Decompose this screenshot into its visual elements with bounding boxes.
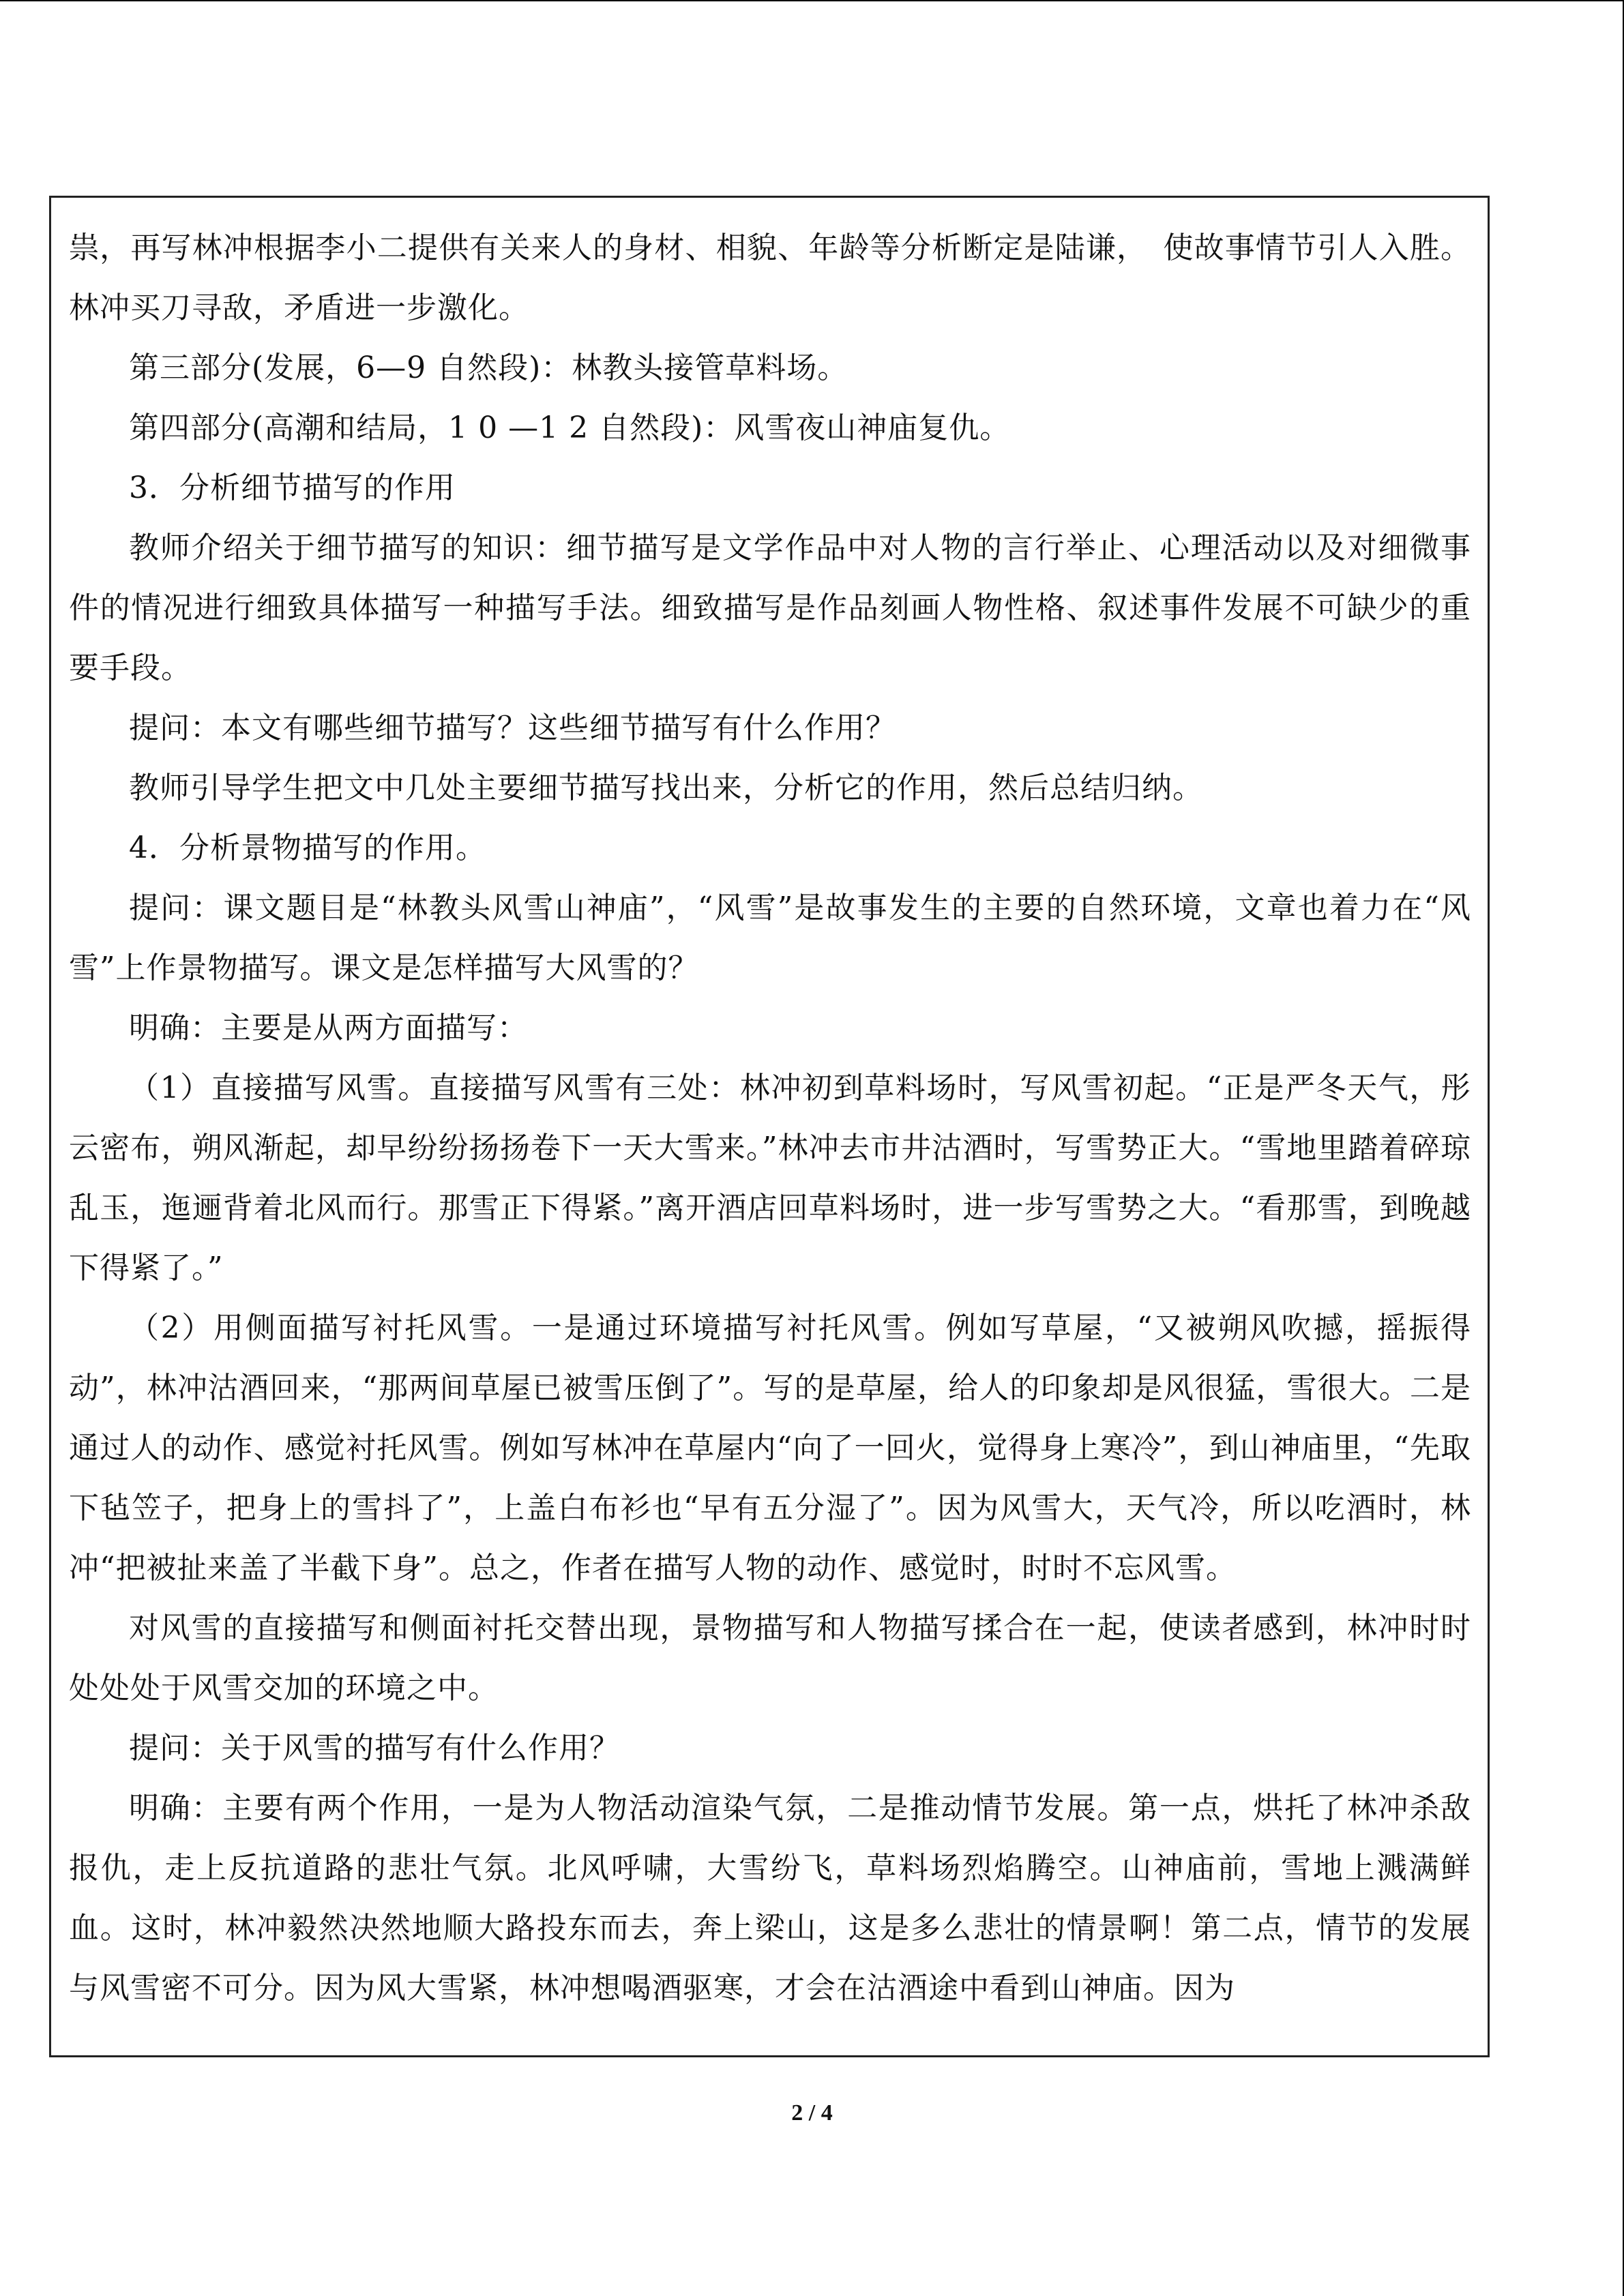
paragraph-alternating-description: 对风雪的直接描写和侧面衬托交替出现，景物描写和人物描写揉合在一起，使读者感到，林冲时时处处处于风雪交加的环境之中。 (69, 1611, 1471, 1705)
paragraph-question-title: 提问：课文题目是“林教头风雪山神庙”，“风雪”是故事发生的主要的自然环境，文章也着力在“风雪”上作景物描写。课文是怎样描写大风雪的？ (69, 891, 1471, 985)
paragraph-indirect-description: （2）用侧面描写衬托风雪。一是通过环境描写衬托风雪。例如写草屋，“又被朔风吹撼，摇振得动”，林冲沽酒回来，“那两间草屋已被雪压倒了”。写的是草屋，给人的印象却是风很猛，雪很大。二是通过人的动作、感觉衬托风雪。例如写林冲在草屋内“向了一回火，觉得身上寒冷”，到山神庙里，“先取下毡笠子，把身上的雪抖了”，上盖白布衫也“早有五分湿了”。因为风雪大，天气冷，所以吃酒时，林冲“把被扯来盖了半截下身”。总之，作者在描写人物的动作、感觉时，时时不忘风雪。 (69, 1311, 1471, 1585)
paragraph-direct-description: （1）直接描写风雪。直接描写风雪有三处：林冲初到草料场时，写风雪初起。“正是严冬天气，彤云密布，朔风渐起，却早纷纷扬扬卷下一天大雪来。”林冲去市井沽酒时，写雪势正大。“雪地里踏着碎琼乱玉，迤逦背着北风而行。那雪正下得紧。”离开酒店回草料场时，进一步写雪势之大。“看那雪，到晚越下得紧了。” (69, 1071, 1471, 1285)
heading-scenery-description: 4．分析景物描写的作用。 (129, 831, 486, 865)
paragraph-part-four: 第四部分(高潮和结局，1 0 —1 2 自然段)：风雪夜山神庙复仇。 (129, 411, 1011, 445)
paragraph-question-function: 提问：关于风雪的描写有什么作用？ (129, 1731, 620, 1765)
paragraph-question-details: 提问：本文有哪些细节描写？这些细节描写有什么作用？ (129, 711, 896, 745)
paragraph-part-three: 第三部分(发展，6—9 自然段)：林教头接管草料场。 (129, 351, 848, 385)
heading-detail-description: 3．分析细节描写的作用 (129, 471, 456, 505)
page-number: 2 / 4 (791, 2100, 833, 2126)
top-border-line (0, 0, 1624, 1)
paragraph-answer-two-aspects: 明确：主要是从两方面描写： (129, 1011, 528, 1045)
lesson-content-box (49, 196, 1490, 2057)
paragraph-answer-function: 明确：主要有两个作用，一是为人物活动渲染气氛，二是推动情节发展。第一点，烘托了林冲杀敌报仇，走上反抗道路的悲壮气氛。北风呼啸，大雪纷飞，草料场烈焰腾空。山神庙前，雪地上溅满鲜血。这时，林冲毅然决然地顺大路投东而去，奔上梁山，这是多么悲壮的情景啊！第二点，情节的发展与风雪密不可分。因为风大雪紧，林冲想喝酒驱寒，才会在沽酒途中看到山神庙。因为 (69, 1791, 1471, 2006)
paragraph-continuation: 祟，再写林冲根据李小二提供有关来人的身材、相貌、年龄等分析断定是陆谦， 使故事情节引人入胜。林冲买刀寻敌，矛盾进一步激化。 (69, 230, 1471, 325)
paragraph-teacher-guide: 教师引导学生把文中几处主要细节描写找出来，分析它的作用，然后总结归纳。 (129, 771, 1203, 805)
paragraph-detail-knowledge: 教师介绍关于细节描写的知识：细节描写是文学作品中对人物的言行举止、心理活动以及对细微事件的情况进行细致具体描写一种描写手法。细致描写是作品刻画人物性格、叙述事件发展不可缺少的重要手段。 (69, 531, 1471, 685)
